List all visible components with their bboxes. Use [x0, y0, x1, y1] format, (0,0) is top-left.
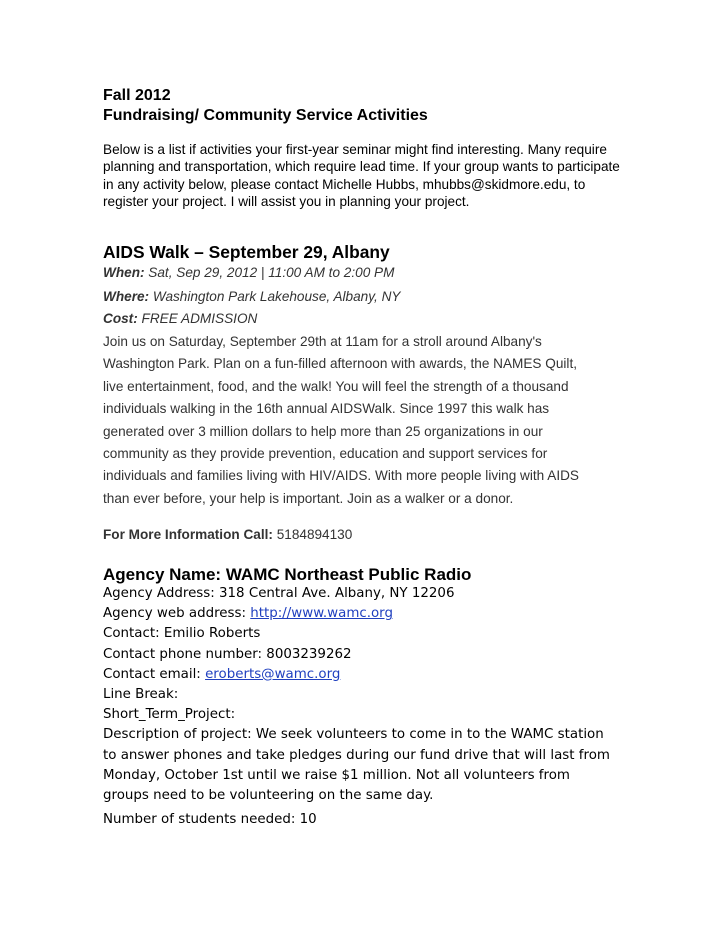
more-info — [103, 526, 352, 544]
document-title: Fundraising/ Community Service Activities — [103, 107, 428, 124]
cost-value: FREE ADMISSION — [137, 311, 258, 326]
when-label: When: — [103, 265, 145, 280]
aids-walk-cost — [103, 308, 257, 330]
wamc-heading: Agency Name: WAMC Northeast Public Radio — [103, 565, 472, 584]
agency-email — [103, 665, 628, 685]
project-description-line: Description of project: We seek volunteers to come in to the WAMC station — [103, 727, 604, 743]
aids-walk-when — [103, 262, 394, 284]
aids-walk-where — [103, 286, 400, 308]
wamc-details — [103, 584, 628, 830]
description-line: live entertainment, food, and the walk! You will feel the strength of a thousand — [103, 378, 569, 394]
agency-web-link[interactable]: http://www.wamc.org — [250, 606, 393, 622]
cost-label: Cost: — [103, 311, 138, 326]
agency-email-link[interactable]: eroberts@wamc.org — [205, 666, 341, 682]
description-line: individuals walking in the 16th annual AIDSWalk. Since 1997 this walk has — [103, 401, 550, 417]
students-needed: Number of students needed: 10 — [103, 812, 317, 828]
agency-phone: Contact phone number: 8003239262 — [103, 646, 352, 662]
description-line: Washington Park. Plan on a fun-filled afternoon with awards, the NAMES Quilt, — [103, 356, 578, 372]
project-description-line: groups need to be volunteering on the same day. — [103, 787, 434, 803]
project-description-line: Monday, October 1st until we raise $1 million. Not all volunteers from — [103, 767, 570, 783]
aids-walk-description — [103, 331, 623, 510]
agency-web-label: Agency web address: — [103, 606, 251, 622]
where-label: Where: — [103, 289, 150, 304]
aids-walk-heading: AIDS Walk – September 29, Albany — [103, 242, 390, 262]
more-info-phone: 5184894130 — [272, 527, 353, 542]
agency-email-label: Contact email: — [103, 666, 206, 682]
description-line: individuals and families living with HIV/AIDS. With more people living with AIDS — [103, 468, 579, 484]
where-value: Washington Park Lakehouse, Albany, NY — [149, 289, 401, 304]
when-value: Sat, Sep 29, 2012 | 11:00 AM to 2:00 PM — [144, 265, 395, 280]
description-line: community as they provide prevention, education and support services for — [103, 446, 548, 462]
description-line: than ever before, your help is important. Join as a walker or a donor. — [103, 490, 514, 506]
intro-paragraph: Below is a list if activities your first-year seminar might find interesting. Many require planning and transportation, which require lead time. If your group wants to participate in any activity below, please contact Michelle Hubbs, mhubbs@skidmore.edu, to register your project. I will assist you in planning your project. — [103, 142, 620, 210]
description-line: Join us on Saturday, September 29th at 11am for a stroll around Albany's — [103, 334, 542, 349]
line-break-label: Line Break: — [103, 686, 179, 702]
description-line: generated over 3 million dollars to help more than 25 organizations in our — [103, 423, 543, 439]
project-description-line: to answer phones and take pledges during our fund drive that will last from — [103, 747, 610, 763]
agency-address: Agency Address: 318 Central Ave. Albany, NY 12206 — [103, 586, 455, 601]
short-term-project-label: Short_Term_Project: — [103, 707, 236, 723]
more-info-label: For More Information Call: — [103, 527, 273, 542]
agency-web — [103, 604, 628, 624]
term-heading: Fall 2012 — [103, 87, 171, 104]
agency-contact: Contact: Emilio Roberts — [103, 626, 261, 642]
